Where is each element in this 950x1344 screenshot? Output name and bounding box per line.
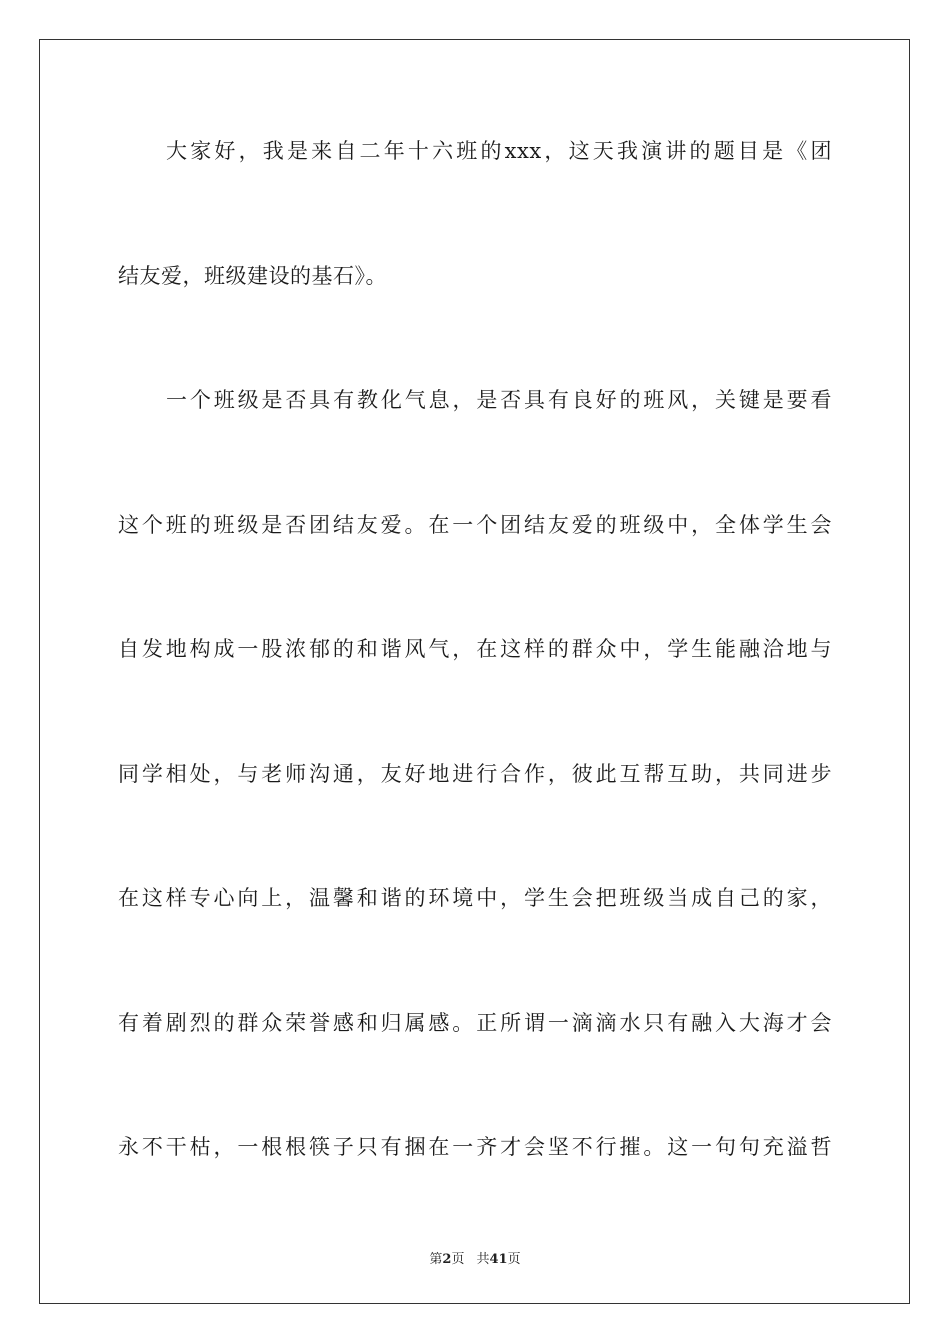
paragraph-2-line-2: 这个班的班级是否团结友爱。在一个团结友爱的班级中，全体学生会 [118,513,832,537]
total-page-count: 41 [489,1252,508,1267]
paragraph-2-line-7: 永不干枯，一根根筷子只有捆在一齐才会坚不行摧。这一句句充溢哲 [118,1135,832,1159]
paragraph-2-line-5: 在这样专心向上，温馨和谐的环境中，学生会把班级当成自己的家， [118,886,832,910]
paragraph-1-line-2: 结友爱，班级建设的基石》。 [118,264,387,288]
total-suffix: 页 [507,1252,521,1267]
page-footer [0,1248,950,1267]
paragraph-2-line-4: 同学相处，与老师沟通，友好地进行合作，彼此互帮互助，共同进步 [118,762,832,786]
paragraph-2-line-3: 自发地构成一股浓郁的和谐风气，在这样的群众中，学生能融洽地与 [118,637,832,661]
page-frame [39,39,910,1304]
paragraph-2-line-1: 一个班级是否具有教化气息，是否具有良好的班风，关键是要看 [166,388,832,412]
total-prefix: 共 [476,1252,490,1267]
paragraph-1-line-1: 大家好，我是来自二年十六班的xxx，这天我演讲的题目是《团 [166,139,832,163]
paragraph-2-line-6: 有着剧烈的群众荣誉感和归属感。正所谓一滴滴水只有融入大海才会 [118,1011,832,1035]
page-prefix: 第 [429,1252,443,1267]
current-page-number: 2 [442,1252,452,1267]
page-suffix: 页 [451,1252,465,1267]
